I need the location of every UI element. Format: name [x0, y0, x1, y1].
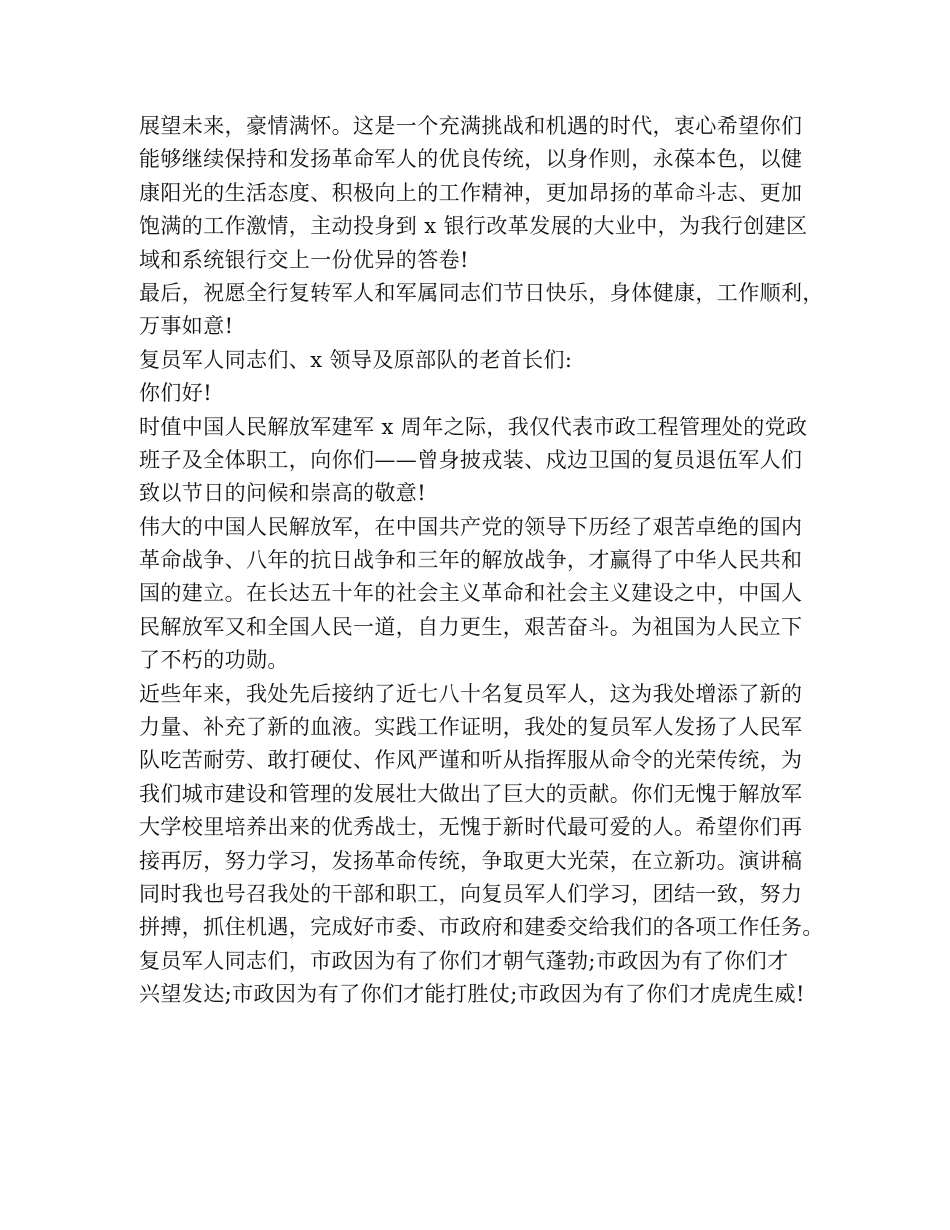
document-body: [139, 110, 829, 1012]
text-line: 同时我也号召我处的干部和职工，向复员军人们学习，团结一致，努力: [139, 881, 803, 906]
text-line: 伟大的中国人民解放军，在中国共产党的领导下历经了艰苦卓绝的国内: [139, 514, 803, 539]
text-line: 兴望发达;市政因为有了你们才能打胜仗;市政因为有了你们才虎虎生威!: [139, 982, 805, 1007]
text-line: 国的建立。在长达五十年的社会主义革命和社会主义建设之中，中国人: [139, 581, 803, 606]
text-line: 致以节日的问候和崇高的敬意!: [139, 481, 427, 506]
text-line: 拼搏，抓住机遇，完成好市委、市政府和建委交给我们的各项工作任务。: [139, 915, 824, 940]
text-line: 能够继续保持和发扬革命军人的优良传统，以身作则，永葆本色，以健: [139, 147, 803, 172]
text-line: 时值中国人民解放军建军 x 周年之际，我仅代表市政工程管理处的党政: [139, 414, 808, 439]
text-line: 接再厉，努力学习，发扬革命传统，争取更大光荣，在立新功。演讲稿: [139, 848, 803, 873]
text-line: 大学校里培养出来的优秀战士，无愧于新时代最可爱的人。希望你们再: [139, 815, 803, 840]
text-line: 饱满的工作激情，主动投身到 x 银行改革发展的大业中，为我行创建区: [139, 214, 808, 239]
text-line: 复员军人同志们、x 领导及原部队的老首长们:: [139, 347, 573, 372]
text-line: 你们好!: [139, 381, 213, 406]
text-line: 万事如意!: [139, 314, 234, 339]
text-line: 我们城市建设和管理的发展壮大做出了巨大的贡献。你们无愧于解放军: [139, 781, 803, 806]
text-line: 近些年来，我处先后接纳了近七八十名复员军人，这为我处增添了新的: [139, 681, 803, 706]
text-line: 复员军人同志们，市政因为有了你们才朝气蓬勃;市政因为有了你们才: [139, 948, 789, 973]
text-line: 域和系统银行交上一份优异的答卷!: [139, 247, 469, 272]
text-line: 最后，祝愿全行复转军人和军属同志们节日快乐，身体健康，工作顺利，: [139, 280, 824, 305]
text-line: 力量、补充了新的血液。实践工作证明，我处的复员军人发扬了人民军: [139, 715, 803, 740]
text-line: 展望未来，豪情满怀。这是一个充满挑战和机遇的时代，衷心希望你们: [139, 114, 803, 138]
text-line: 康阳光的生活态度、积极向上的工作精神，更加昂扬的革命斗志、更加: [139, 180, 803, 205]
text-line: 班子及全体职工，向你们——曾身披戎装、戍边卫国的复员退伍军人们: [139, 447, 803, 472]
text-line: 革命战争、八年的抗日战争和三年的解放战争，才赢得了中华人民共和: [139, 548, 803, 573]
text-line: 队吃苦耐劳、敢打硬仗、作风严谨和听从指挥服从命令的光荣传统，为: [139, 748, 803, 773]
text-line: 了不朽的功勋。: [139, 648, 289, 673]
text-line: 民解放军又和全国人民一道，自力更生，艰苦奋斗。为祖国为人民立下: [139, 614, 803, 639]
